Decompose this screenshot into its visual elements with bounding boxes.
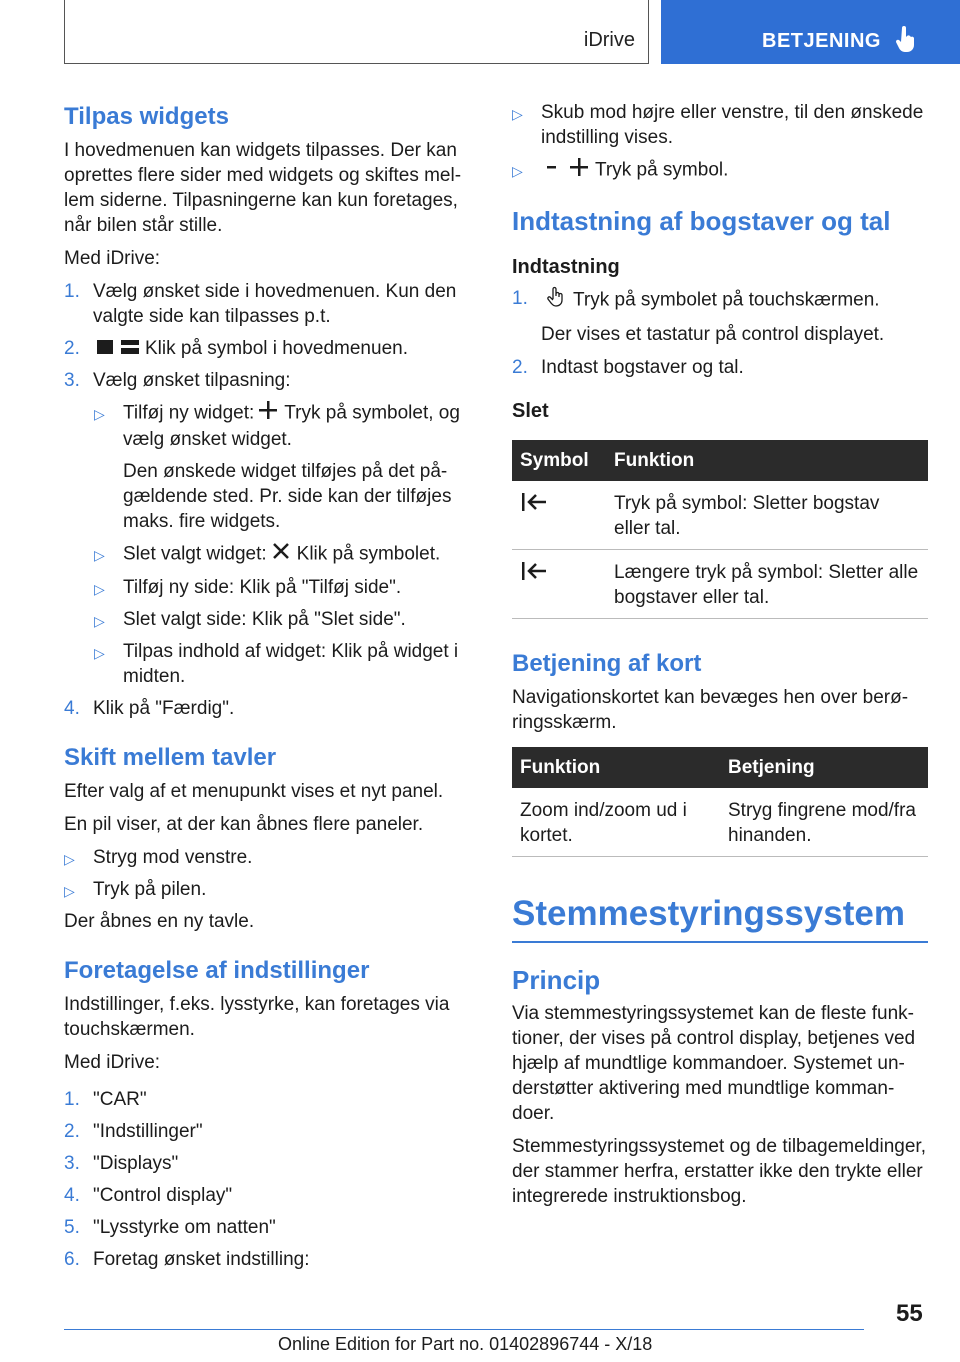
sub-bullet xyxy=(64,400,476,452)
triangle-bullet-icon: ▷ xyxy=(94,406,105,423)
paragraph: Med iDrive: xyxy=(64,248,161,269)
left-column xyxy=(64,100,476,1279)
section-title-indstillinger: Foretagelse af indstillinger xyxy=(64,957,370,985)
step-number: 4. xyxy=(64,698,80,720)
plus-icon xyxy=(569,157,589,184)
step-text: Klik på "Færdig". xyxy=(93,698,235,720)
table-row xyxy=(512,481,928,550)
header-section-title: iDrive xyxy=(583,29,635,51)
step-text: Vælg ønsket tilpasning: xyxy=(93,370,291,392)
delete-symbol-table xyxy=(512,440,928,619)
paragraph: Efter valg af et menupunkt vises et nyt panel. xyxy=(64,781,444,803)
table-cell: Længere tryk på symbol: Sletter alle bogstaver eller tal. xyxy=(606,550,928,619)
backspace-arrow-icon xyxy=(520,497,550,518)
triangle-bullet-icon: ▷ xyxy=(94,645,105,662)
table-row xyxy=(512,550,928,619)
triangle-bullet-icon: ▷ xyxy=(512,106,523,122)
table-header: Funktion xyxy=(512,747,720,788)
section-title-skift-tavler: Skift mellem tavler xyxy=(64,744,277,772)
numbered-step xyxy=(64,279,476,329)
map-control-table xyxy=(512,747,928,857)
footer-rule xyxy=(64,1329,864,1330)
step-text: Klik på symbol i hovedmenuen. xyxy=(145,338,408,359)
plus-icon xyxy=(258,400,278,427)
widget-layout-icon xyxy=(97,336,139,361)
step-number: 1. xyxy=(64,1089,80,1111)
step-text: Indtast bogstaver og tal. xyxy=(541,357,744,378)
step-number: 3. xyxy=(64,370,80,392)
backspace-arrow-icon xyxy=(520,566,550,587)
triangle-bullet-icon: ▷ xyxy=(512,163,523,179)
step-text: "Indstillinger" xyxy=(93,1121,203,1143)
step-text: Tryk på symbolet på touchskærmen. xyxy=(573,289,880,311)
right-column xyxy=(512,100,928,1217)
subheading: Slet xyxy=(512,400,549,422)
bullet-text: Klik på symbolet. xyxy=(296,544,441,565)
table-cell: Tryk på symbol: Sletter bogstav eller tal. xyxy=(606,481,928,550)
step-number: 2. xyxy=(512,357,528,378)
bullet-text: Skub mod højre eller venstre, til den ønskede indstilling vises. xyxy=(541,102,924,148)
numbered-step xyxy=(64,696,476,721)
table-cell xyxy=(512,550,606,619)
triangle-bullet-icon: ▷ xyxy=(94,581,105,598)
sub-bullet xyxy=(64,639,476,689)
table-header: Betjening xyxy=(720,747,928,788)
numbered-step xyxy=(64,336,476,361)
step-text: "Displays" xyxy=(93,1153,179,1175)
table-row xyxy=(512,788,928,857)
paragraph: Navigationskortet kan bevæges hen over berøringsskærm. xyxy=(512,687,909,733)
paragraph: Via stemmestyringssystemet kan de fleste funktioner, der vises på control display, betjenes ved hjælp af mundtlige kommandoer. Systemet understøtter aktivering med mundtlige kommandoer. xyxy=(512,1003,916,1124)
bullet-lead: Tilføj ny widget: xyxy=(123,403,255,424)
numbered-step xyxy=(64,1151,476,1176)
numbered-step xyxy=(64,1087,476,1112)
touch-hand-icon xyxy=(545,286,567,315)
step-text: "Control display" xyxy=(93,1185,233,1207)
bullet-note xyxy=(64,459,476,534)
bullet xyxy=(64,877,476,902)
header-chapter-tab[interactable] xyxy=(661,0,960,64)
step-number: 1. xyxy=(512,288,528,309)
step-note: Der vises et tastatur på control displayet. xyxy=(541,324,885,345)
table-cell: Zoom ind/zoom ud i kortet. xyxy=(512,788,720,857)
page-number: 55 xyxy=(896,1300,923,1327)
numbered-step xyxy=(64,1215,476,1240)
section-title-princip: Princip xyxy=(512,965,601,995)
sub-bullet xyxy=(64,541,476,568)
numbered-step xyxy=(512,355,928,380)
step-number: 6. xyxy=(64,1249,80,1271)
paragraph: I hovedmenuen kan widgets tilpasses. Der kan oprettes flere sider med widgets og skiftes mellem siderne. Tilpasningerne kan kun foretages, når bilen står stille. xyxy=(64,140,462,236)
section-title-betjening-kort: Betjening af kort xyxy=(512,650,702,677)
paragraph: Stemmestyringssystemet og de tilbagemeldinger, der stammer herfra, erstatter ikke den trykte eller integrerede instruktionsbog. xyxy=(512,1136,926,1207)
numbered-step xyxy=(64,368,476,393)
table-header: Symbol xyxy=(512,440,606,481)
sub-bullet xyxy=(482,157,928,184)
numbered-step xyxy=(512,286,928,315)
bullet-text: Tryk på symbol. xyxy=(595,159,729,181)
bullet-text: Tilpas indhold af widget: Klik på widget i midten. xyxy=(123,641,459,688)
table-cell xyxy=(512,481,606,550)
paragraph: Med iDrive: xyxy=(64,1052,161,1074)
header-frame xyxy=(64,0,649,64)
bullet-text: Tryk på symbolet, og vælg ønsket widget. xyxy=(123,403,460,451)
step-number: 1. xyxy=(64,281,80,302)
bullet-text: Tryk på pilen. xyxy=(93,879,207,901)
bullet xyxy=(64,845,476,870)
step-text: Foretag ønsket indstilling: xyxy=(93,1249,310,1271)
paragraph: Der åbnes en ny tavle. xyxy=(64,911,255,933)
subheading: Indtastning xyxy=(512,256,620,278)
close-icon xyxy=(271,541,291,568)
chapter-title: Stemmestyringssystem xyxy=(512,894,905,933)
numbered-step xyxy=(64,1183,476,1208)
step-text: Vælg ønsket side i hovedmenuen. Kun den valgte side kan tilpasses p.t. xyxy=(93,281,457,327)
chapter-tab-label: BETJENING xyxy=(762,30,881,52)
step-number: 4. xyxy=(64,1185,80,1207)
sub-bullet xyxy=(482,100,928,150)
step-text: "CAR" xyxy=(93,1089,147,1111)
sub-bullet xyxy=(64,607,476,632)
footer-edition: Online Edition for Part no. 01402896744 - X/18 xyxy=(278,1334,653,1354)
bullet-text: Tilføj ny side: Klik på "Tilføj side". xyxy=(123,577,402,599)
triangle-bullet-icon: ▷ xyxy=(94,613,105,630)
triangle-bullet-icon: ▷ xyxy=(64,851,75,868)
triangle-bullet-icon: ▷ xyxy=(94,547,105,564)
minus-icon xyxy=(545,157,559,184)
step-text: "Lysstyrke om natten" xyxy=(93,1217,276,1239)
hand-pointer-icon xyxy=(895,26,917,59)
step-number: 3. xyxy=(64,1153,80,1175)
numbered-step xyxy=(64,1119,476,1144)
step-number: 2. xyxy=(64,1121,80,1143)
bullet-lead: Slet valgt widget: xyxy=(123,544,267,565)
numbered-step xyxy=(64,1247,476,1272)
step-number: 5. xyxy=(64,1217,80,1239)
table-header: Funktion xyxy=(606,440,928,481)
section-title-tilpas-widgets: Tilpas widgets xyxy=(64,103,229,130)
table-cell: Stryg fingrene mod/fra hinanden. xyxy=(720,788,928,857)
section-title-indtastning: Indtastning af bogstaver og tal xyxy=(512,206,891,236)
chapter-rule xyxy=(512,941,928,943)
triangle-bullet-icon: ▷ xyxy=(64,883,75,900)
bullet-text: Stryg mod venstre. xyxy=(93,847,253,869)
sub-bullet xyxy=(64,575,476,600)
paragraph: En pil viser, at der kan åbnes flere paneler. xyxy=(64,814,424,836)
step-number: 2. xyxy=(64,338,80,359)
bullet-text: Slet valgt side: Klik på "Slet side". xyxy=(123,609,406,631)
paragraph: Indstillinger, f.eks. lysstyrke, kan foretages via touchskærmen. xyxy=(64,994,450,1041)
bullet-text: Den ønskede widget tilføjes på det pågældende sted. Pr. side kan der tilføjes maks. fire widgets. xyxy=(123,461,452,533)
